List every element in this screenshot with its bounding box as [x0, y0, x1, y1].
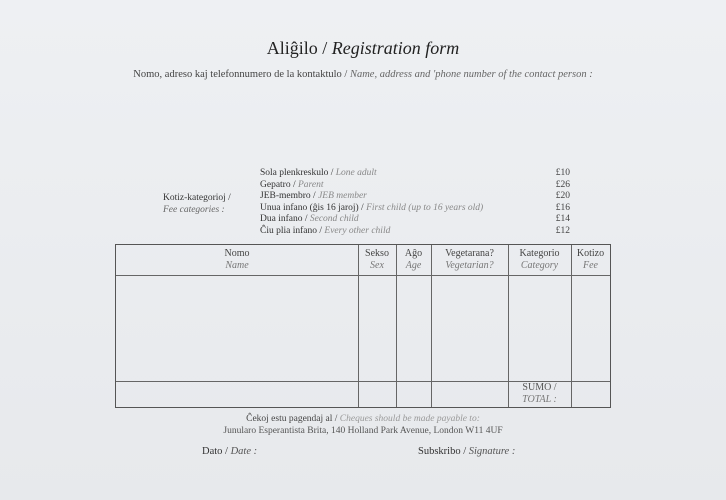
- col-en: Name: [225, 260, 249, 271]
- col-en: Fee: [583, 260, 598, 271]
- total-label: [508, 381, 571, 407]
- col-eo: Nomo: [224, 248, 250, 259]
- payment-english: Cheques should be made payable to:: [339, 414, 480, 424]
- fee-row-first-child: Unua infano (ĝis 16 jaroj) / First child (up to 16 years old) £16: [260, 202, 570, 213]
- header-divider: [116, 275, 610, 276]
- fee-eo: Ĉiu plia infano: [260, 225, 317, 236]
- payment-instructions: [0, 413, 726, 437]
- date-en: Date :: [230, 446, 258, 457]
- signature-eo: Subskribo: [418, 446, 461, 457]
- col-eo: Aĝo: [404, 248, 423, 259]
- contact-separator: /: [341, 69, 350, 80]
- fee-eo: JEB-membro: [260, 191, 311, 202]
- fee-row-every-other-child: Ĉiu plia infano / Every other child £12: [260, 225, 570, 236]
- fee-category-list: [260, 168, 570, 238]
- fee-en: Every other child: [324, 225, 391, 236]
- date-field: Dato / Date :: [202, 446, 258, 457]
- payment-esperanto: Ĉekoj estu pagendaj al: [246, 414, 333, 424]
- column-header-sex: [358, 245, 396, 275]
- fee-amount: £10: [555, 168, 570, 178]
- fee-eo: Unua infano (ĝis 16 jaroj): [260, 202, 359, 213]
- col-en: Category: [520, 260, 559, 271]
- fee-amount: £12: [555, 225, 570, 236]
- fee-amount: £26: [555, 179, 570, 190]
- fee-categories-label: [163, 192, 231, 216]
- fee-row-lone-adult: Sola plenkreskulo / Lone adult £10: [260, 168, 570, 178]
- col-en: Sex: [370, 260, 384, 271]
- col-eo: Vegetarana?: [445, 248, 494, 259]
- fee-en: Parent: [298, 179, 324, 190]
- column-header-fee: [571, 245, 610, 275]
- fee-eo: Gepatro: [260, 179, 291, 190]
- fee-amount: £16: [555, 202, 570, 213]
- signature-en: Signature :: [468, 446, 516, 457]
- title-english: Registration form: [331, 38, 460, 58]
- signature-field: Subskribo / Signature :: [418, 446, 516, 457]
- total-eo: SUMO /: [522, 382, 557, 393]
- contact-english: Name, address and 'phone number of the contact person :: [349, 69, 593, 80]
- fee-row-second-child: Dua infano / Second child £14: [260, 214, 570, 225]
- fee-en: Lone adult: [335, 168, 377, 178]
- fee-en: JEB member: [318, 191, 367, 202]
- fee-en: Second child: [309, 214, 359, 225]
- column-header-name: [116, 245, 358, 275]
- column-header-vegetarian: [431, 245, 508, 275]
- fee-row-jeb-member: JEB-membro / JEB member £20: [260, 191, 570, 202]
- fee-eo: Sola plenkreskulo: [260, 168, 329, 178]
- total-en: TOTAL :: [522, 394, 557, 405]
- payment-separator: /: [332, 414, 340, 424]
- col-eo: Kotizo: [576, 248, 605, 259]
- form-title: [0, 38, 726, 59]
- contact-esperanto: Nomo, adreso kaj telefonnumero de la kontaktulo: [133, 69, 342, 80]
- fee-amount: £20: [555, 191, 570, 202]
- col-en: Age: [405, 260, 422, 271]
- fee-amount: £14: [555, 214, 570, 225]
- column-header-age: [396, 245, 431, 275]
- col-eo: Kategorio: [519, 248, 560, 259]
- fee-row-parent: Gepatro / Parent £26: [260, 179, 570, 190]
- title-esperanto: Aliĝilo: [266, 38, 318, 58]
- contact-person-prompt: [0, 69, 726, 80]
- title-separator: /: [317, 38, 332, 58]
- fee-label-esperanto: Kotiz-kategorioj /: [163, 193, 231, 203]
- registration-table: [115, 244, 611, 408]
- fee-en: First child (up to 16 years old): [366, 202, 484, 213]
- payee-address: Junularo Esperantista Brita, 140 Holland Park Avenue, London W11 4UF: [223, 426, 503, 436]
- col-eo: Sekso: [365, 248, 389, 259]
- fee-label-english: Fee categories :: [163, 205, 225, 215]
- fee-eo: Dua infano: [260, 214, 303, 225]
- column-header-category: [508, 245, 571, 275]
- date-eo: Dato: [202, 446, 223, 457]
- col-en: Vegetarian?: [445, 260, 494, 271]
